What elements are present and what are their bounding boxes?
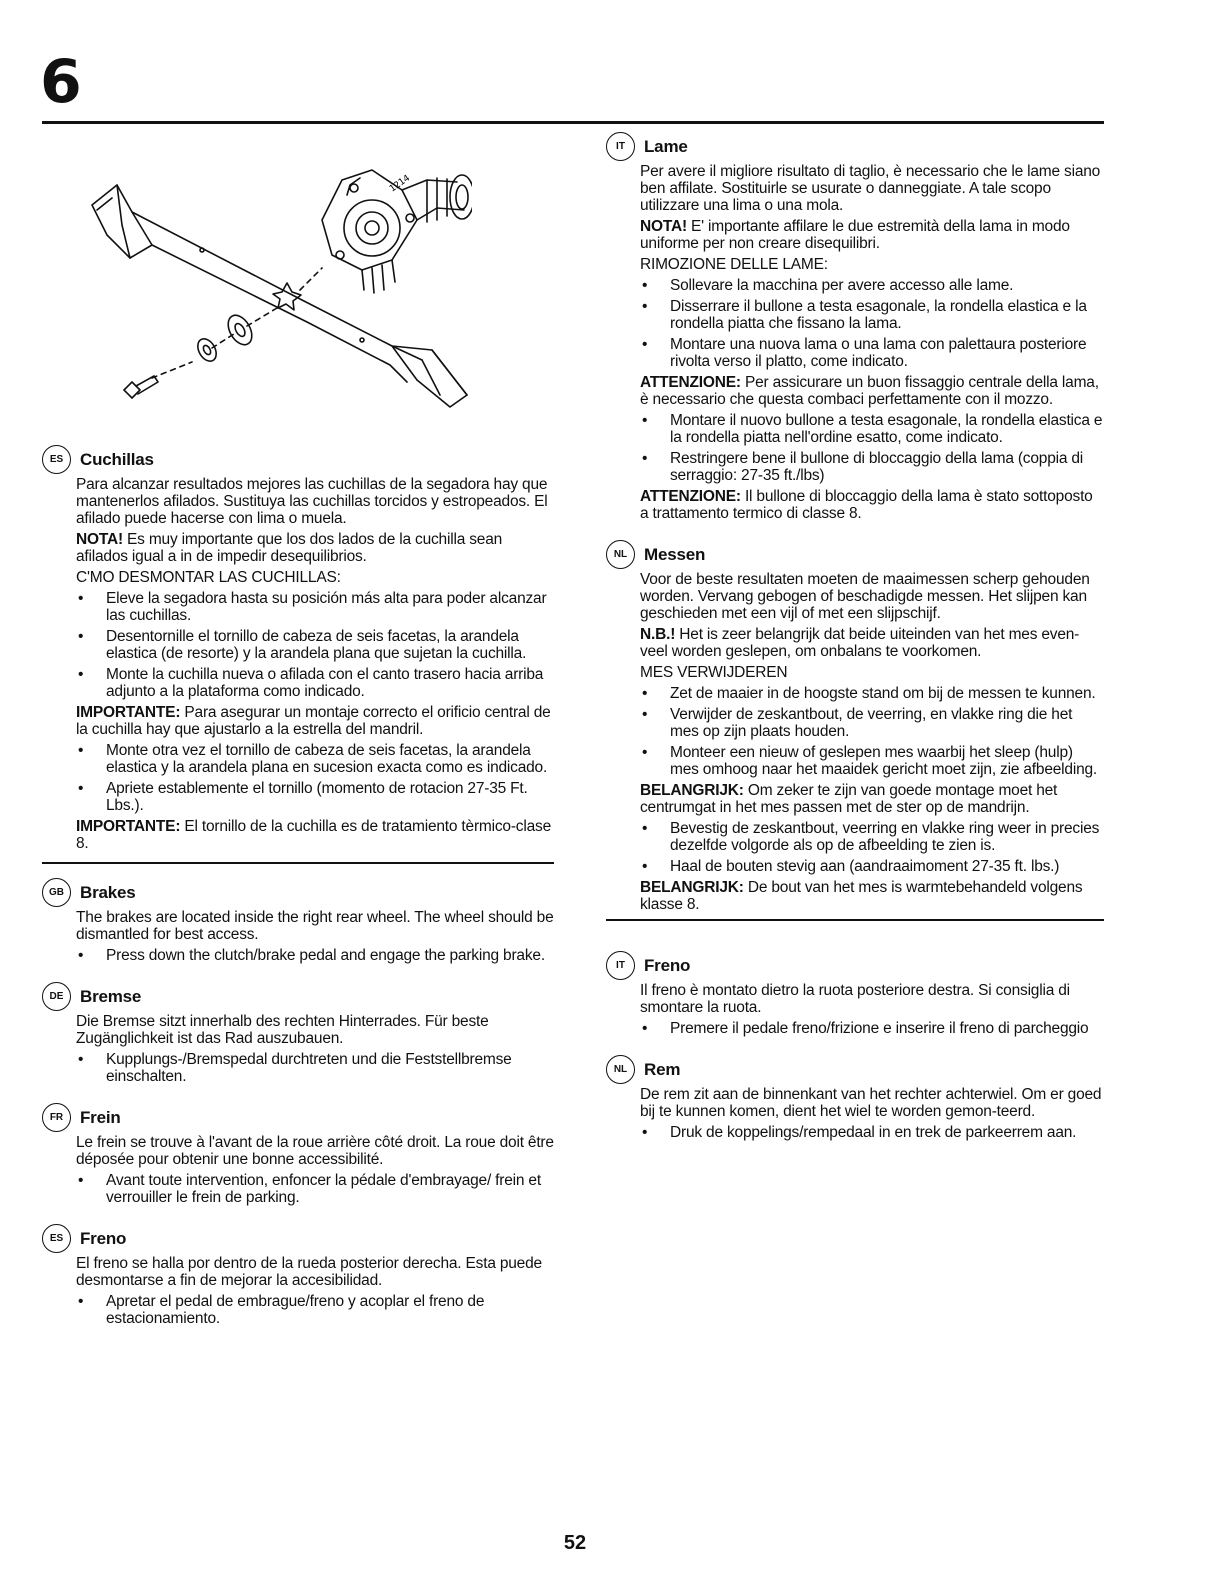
important-text: Om zeker te zijn van goede montage moet het centrumgat in het mes passen met de ster op de mandrijn. <box>640 782 1058 816</box>
section-text: El freno se halla por dentro de la rueda posterior derecha. Esta puede desmontarse a fin de mejorar la accesibilidad. <box>76 1255 542 1289</box>
list-item: • Apretar el pedal de embrague/freno y acoplar el freno de estacionamiento. <box>76 1293 554 1327</box>
section-nl-messen <box>606 540 1104 913</box>
section-divider <box>42 862 554 864</box>
section-intro: Per avere il migliore risultato di taglio, è necessario che le lame siano ben affilate. Sostituirle se usurate o danneggiate. A tale scopo utilizzare una lima o una mola. <box>640 163 1101 214</box>
section-title: Lame <box>644 137 688 156</box>
language-badge-icon: NL <box>606 540 635 569</box>
section-title: Freno <box>80 1229 127 1248</box>
language-badge-icon: GB <box>42 878 71 907</box>
important-paragraph <box>76 704 554 738</box>
section-title: Messen <box>644 545 706 564</box>
section-title: Bremse <box>80 987 142 1006</box>
warning-text: Per assicurare un buon fissaggio centrale della lama, è necessario che questa combaci perfettamente con il mozzo. <box>640 374 1099 408</box>
important-paragraph <box>76 818 554 852</box>
step-list <box>640 1124 1104 1141</box>
warning-paragraph <box>640 488 1104 522</box>
list-item: • Verwijder de zeskantbout, de veerring, en vlakke ring die het mes op zijn plaats houden. <box>640 706 1104 740</box>
procedure-heading: RIMOZIONE DELLE LAME: <box>640 256 828 273</box>
list-item: • Desentornille el tornillo de cabeza de seis facetas, la arandela elastica (de resorte) y la arandela plana que sujetan la cuchilla. <box>76 628 554 662</box>
step-list <box>76 742 554 814</box>
language-badge-icon: DE <box>42 982 71 1011</box>
note-text: Het is zeer belangrijk dat beide uiteinden van het mes even-veel worden geslepen, om onbalans te voorkomen. <box>640 626 1080 660</box>
important-paragraph <box>640 879 1104 913</box>
page-number: 52 <box>563 1532 587 1554</box>
section-text: The brakes are located inside the right rear wheel. The wheel should be dismantled for best access. <box>76 909 554 943</box>
list-item: • Sollevare la macchina per avere accesso alle lame. <box>640 277 1104 294</box>
important-label: IMPORTANTE: <box>76 704 181 721</box>
section-it-freno <box>606 951 1104 1037</box>
note-paragraph <box>640 218 1104 252</box>
language-badge-icon: FR <box>42 1103 71 1132</box>
step-list <box>640 412 1104 484</box>
list-item: • Monteer een nieuw of geslepen mes waarbij het sleep (hulp) mes omhoog naar het maaidek gericht moet zijn, zie afbeelding. <box>640 744 1104 778</box>
step-list <box>640 277 1104 370</box>
figure-label: 1214 <box>387 173 412 195</box>
warning-paragraph <box>640 374 1104 408</box>
chapter-number: 6 <box>40 47 80 117</box>
step-list <box>76 1293 554 1327</box>
section-it-lame <box>606 132 1104 522</box>
list-item: • Druk de koppelings/rempedaal in en trek de parkeerrem aan. <box>640 1124 1104 1141</box>
section-title: Brakes <box>80 883 136 902</box>
note-label: NOTA! <box>640 218 687 235</box>
warning-label: ATTENZIONE: <box>640 374 741 391</box>
section-es-cuchillas <box>42 445 554 852</box>
procedure-heading: MES VERWIJDEREN <box>640 664 788 681</box>
section-title: Cuchillas <box>80 450 154 469</box>
step-list <box>76 1051 554 1085</box>
list-item: • Press down the clutch/brake pedal and engage the parking brake. <box>76 947 554 964</box>
list-item: • Zet de maaier in de hoogste stand om bij de messen te kunnen. <box>640 685 1104 702</box>
note-label: N.B.! <box>640 626 676 643</box>
list-item: • Avant toute intervention, enfoncer la pédale d'embrayage/ frein et verrouiller le frein de parking. <box>76 1172 554 1206</box>
step-list <box>76 1172 554 1206</box>
list-item: • Montare il nuovo bullone a testa esagonale, la rondella elastica e la rondella piatta nell'ordine esatto, come indicato. <box>640 412 1104 446</box>
procedure-heading: C'MO DESMONTAR LAS CUCHILLAS: <box>76 569 341 586</box>
language-badge-icon: ES <box>42 445 71 474</box>
step-list <box>640 820 1104 875</box>
section-de-bremse <box>42 982 554 1085</box>
list-item: • Monte la cuchilla nueva o afilada con el canto trasero hacia arriba adjunto a la plataforma como indicado. <box>76 666 554 700</box>
step-list <box>640 1020 1104 1037</box>
list-item: • Bevestig de zeskantbout, veerring en vlakke ring weer in precies dezelfde volgorde als op de afbeelding te zien is. <box>640 820 1104 854</box>
section-gb-brakes <box>42 878 554 964</box>
important-label: BELANGRIJK: <box>640 782 744 799</box>
note-paragraph <box>76 531 554 565</box>
language-badge-icon: IT <box>606 132 635 161</box>
note-text: Es muy importante que los dos lados de la cuchilla sean afilados igual a in de impedir desequilibrios. <box>76 531 503 565</box>
important-paragraph <box>640 782 1104 816</box>
important-text: Para asegurar un montaje correcto el orificio central de la cuchilla hay que ajustarlo a la estrella del mandril. <box>76 704 551 738</box>
section-title: Rem <box>644 1060 681 1079</box>
list-item: • Apriete establemente el tornillo (momento de rotacion 27-35 Ft. Lbs.). <box>76 780 554 814</box>
list-item: • Restringere bene il bullone di bloccaggio della lama (coppia di serraggio: 27-35 ft./lbs) <box>640 450 1104 484</box>
note-text: E' importante affilare le due estremità della lama in modo uniforme per non creare disequilibri. <box>640 218 1070 252</box>
list-item: • Premere il pedale freno/frizione e inserire il freno di parcheggio <box>640 1020 1104 1037</box>
list-item: • Disserrare il bullone a testa esagonale, la rondella elastica e la rondella piatta che fissano la lama. <box>640 298 1104 332</box>
language-badge-icon: ES <box>42 1224 71 1253</box>
warning-label: ATTENZIONE: <box>640 488 741 505</box>
left-column <box>42 150 554 1331</box>
language-badge-icon: NL <box>606 1055 635 1084</box>
right-column <box>606 132 1104 1145</box>
section-text: Le frein se trouve à l'avant de la roue arrière côté droit. La roue doit être déposée pour obtenir une bonne accessibilité. <box>76 1134 554 1168</box>
section-es-freno <box>42 1224 554 1327</box>
section-text: Il freno è montato dietro la ruota posteriore destra. Si consiglia di smontare la ruota. <box>640 982 1070 1016</box>
warning-text: Il bullone di bloccaggio della lama è stato sottoposto a trattamento termico di classe 8. <box>640 488 1093 522</box>
section-intro: Voor de beste resultaten moeten de maaimessen scherp gehouden worden. Vervang gebogen of beschadigde messen. Het slijpen kan geschieden met een vijl of met een slijpschijf. <box>640 571 1090 622</box>
step-list <box>640 685 1104 778</box>
section-text: De rem zit aan de binnenkant van het rechter achterwiel. Om er goed bij te kunnen komen, dient het wiel te worden gemon-teerd. <box>640 1086 1102 1120</box>
list-item: • Montare una nuova lama o una lama con palettaura posteriore rivolta verso il platto, come indicato. <box>640 336 1104 370</box>
important-text: De bout van het mes is warmtebehandeld volgens klasse 8. <box>640 879 1083 913</box>
important-text: El tornillo de la cuchilla es de tratamiento tèrmico-clase 8. <box>76 818 551 852</box>
section-title: Freno <box>644 956 691 975</box>
note-label: NOTA! <box>76 531 123 548</box>
language-badge-icon: IT <box>606 951 635 980</box>
step-list <box>76 947 554 964</box>
section-nl-rem <box>606 1055 1104 1141</box>
list-item: • Monte otra vez el tornillo de cabeza de seis facetas, la arandela elastica y la arandela plana en sucesion exacta como es indicado. <box>76 742 554 776</box>
list-item: • Haal de bouten stevig aan (aandraaimoment 27-35 ft. lbs.) <box>640 858 1104 875</box>
section-intro: Para alcanzar resultados mejores las cuchillas de la segadora hay que mantenerlos afilados. Sustituya las cuchillas torcidos y estropeados. El afilado puede hacerse con lima o muela. <box>76 476 548 527</box>
step-list <box>76 590 554 700</box>
section-divider <box>606 919 1104 921</box>
note-paragraph <box>640 626 1104 660</box>
section-title: Frein <box>80 1108 121 1127</box>
important-label: IMPORTANTE: <box>76 818 181 835</box>
section-fr-frein <box>42 1103 554 1206</box>
header-rule <box>42 121 1104 124</box>
section-text: Die Bremse sitzt innerhalb des rechten Hinterrades. Für beste Zugänglichkeit ist das Rad auszubauen. <box>76 1013 489 1047</box>
blade-assembly-illustration <box>72 150 472 435</box>
important-label: BELANGRIJK: <box>640 879 744 896</box>
list-item: • Eleve la segadora hasta su posición más alta para poder alcanzar las cuchillas. <box>76 590 554 624</box>
list-item: • Kupplungs-/Bremspedal durchtreten und die Feststellbremse einschalten. <box>76 1051 554 1085</box>
